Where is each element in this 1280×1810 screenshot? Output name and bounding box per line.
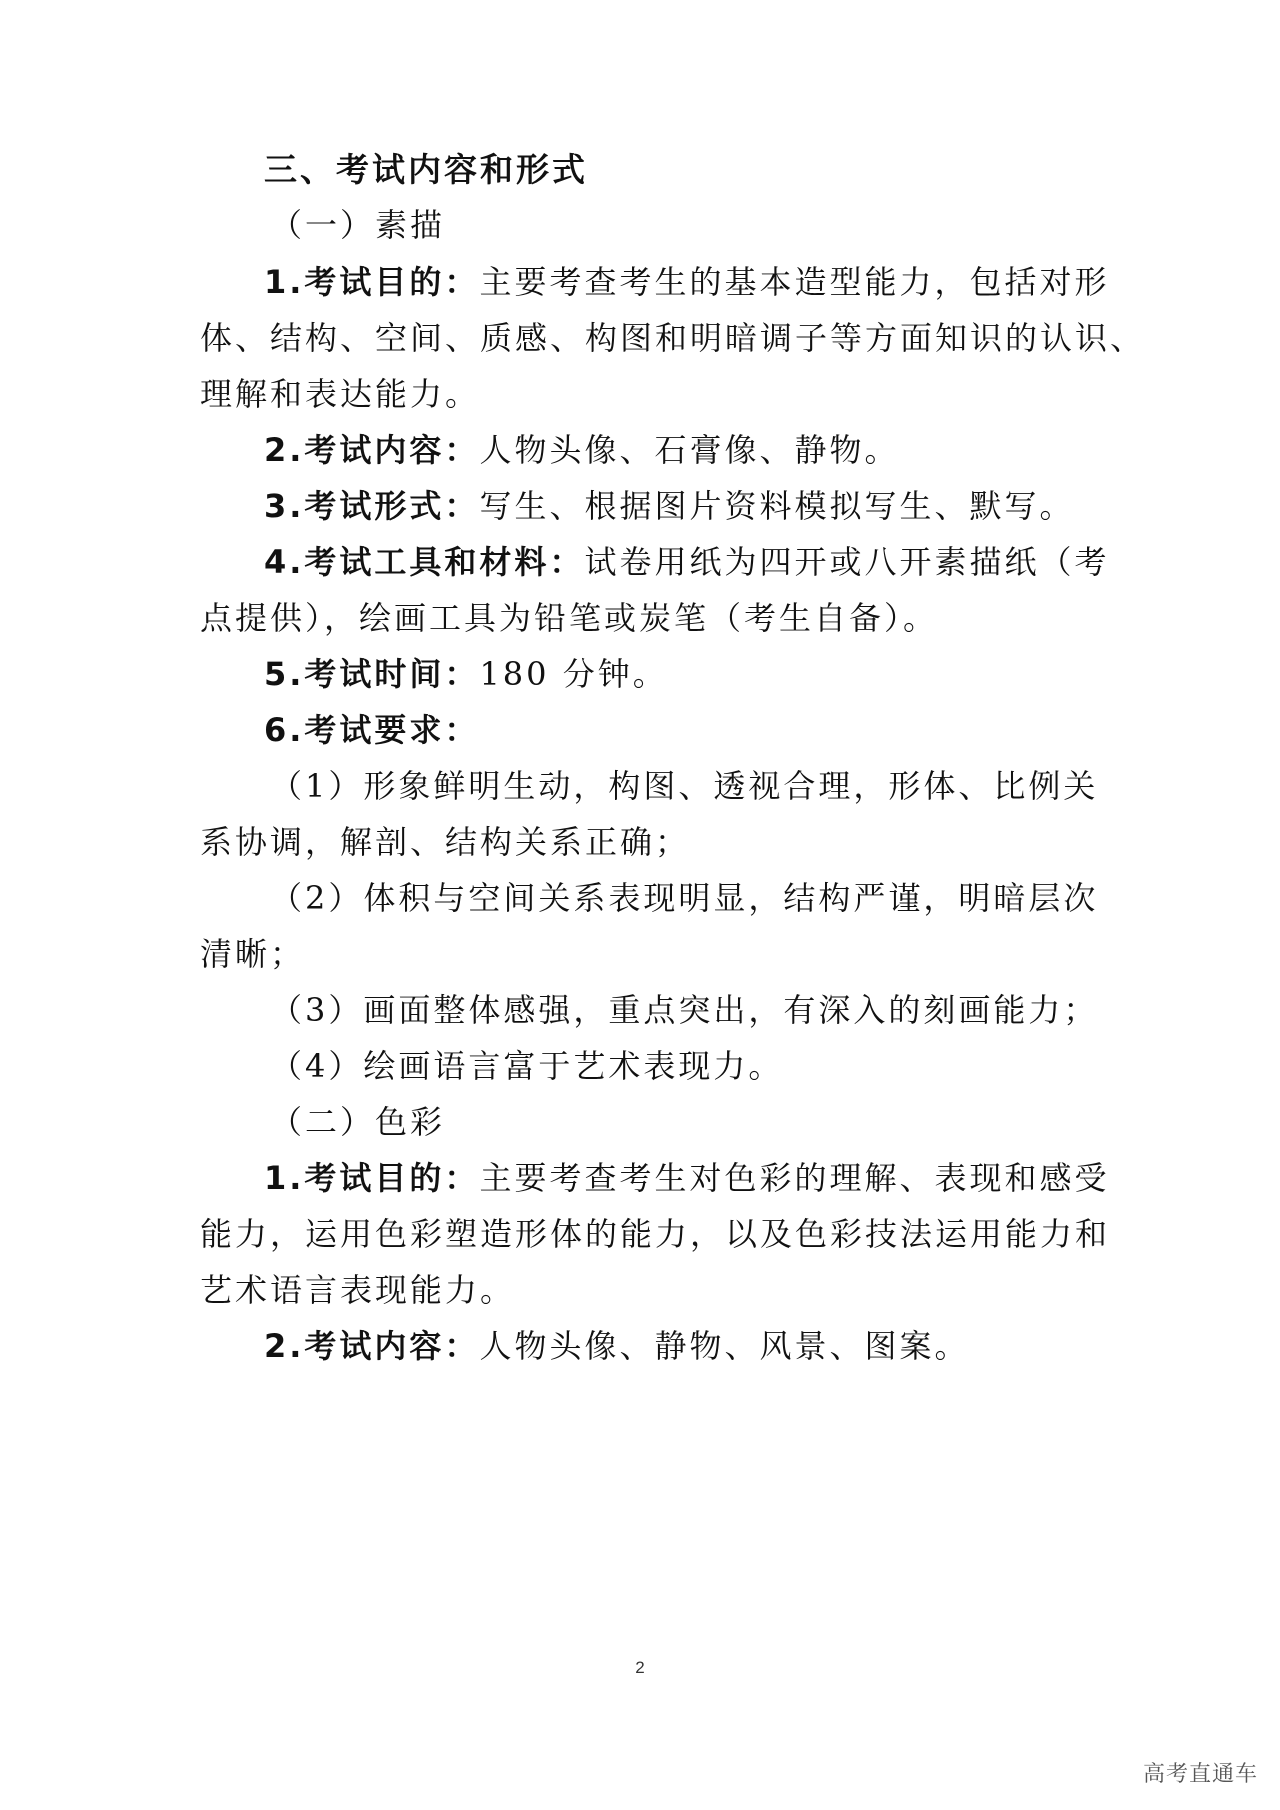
requirement-2-line-2: 清晰； bbox=[200, 935, 306, 973]
paragraph-6-label: 6.考试要求： bbox=[264, 711, 480, 749]
paragraph-1-line-1 bbox=[264, 262, 1120, 302]
paragraph-3 bbox=[264, 486, 1120, 526]
paragraph-5-text: 180 分钟。 bbox=[479, 655, 668, 693]
requirement-1-line-1: （1）形象鲜明生动，构图、透视合理，形体、比例关 bbox=[270, 767, 1099, 805]
paragraph-4-line-2: 点提供），绘画工具为铅笔或炭笔（考生自备）。 bbox=[200, 599, 939, 637]
section-heading: 三、考试内容和形式 bbox=[264, 150, 588, 189]
paragraph-6 bbox=[264, 710, 1120, 750]
paragraph-4-label: 4.考试工具和材料： bbox=[264, 543, 585, 581]
paragraph-4-text: 试卷用纸为四开或八开素描纸（考 bbox=[584, 543, 1110, 581]
paragraph-2 bbox=[264, 430, 1120, 470]
part2-title: （二）色彩 bbox=[270, 1103, 446, 1141]
paragraph-1-label: 1.考试目的： bbox=[264, 263, 480, 301]
paragraph-5-label: 5.考试时间： bbox=[264, 655, 480, 693]
color-paragraph-2 bbox=[264, 1326, 1120, 1366]
part1-title: （一）素描 bbox=[270, 206, 446, 244]
paragraph-1-text: 主要考查考生的基本造型能力，包括对形 bbox=[479, 263, 1110, 301]
paragraph-2-label: 2.考试内容： bbox=[264, 431, 480, 469]
color-paragraph-2-text: 人物头像、静物、风景、图案。 bbox=[479, 1327, 970, 1365]
paragraph-1-line-3: 理解和表达能力。 bbox=[200, 375, 481, 413]
color-paragraph-1-line-3: 艺术语言表现能力。 bbox=[200, 1271, 516, 1309]
color-paragraph-1-text: 主要考查考生对色彩的理解、表现和感受 bbox=[479, 1159, 1110, 1197]
paragraph-3-label: 3.考试形式： bbox=[264, 487, 480, 525]
requirement-2-line-1: （2）体积与空间关系表现明显，结构严谨，明暗层次 bbox=[270, 879, 1099, 917]
paragraph-3-text: 写生、根据图片资料模拟写生、默写。 bbox=[479, 487, 1075, 525]
paragraph-5 bbox=[264, 654, 1120, 694]
color-paragraph-2-label: 2.考试内容： bbox=[264, 1327, 480, 1365]
color-paragraph-1-line-1 bbox=[264, 1158, 1120, 1198]
color-paragraph-1-label: 1.考试目的： bbox=[264, 1159, 480, 1197]
requirement-4: （4）绘画语言富于艺术表现力。 bbox=[270, 1047, 784, 1085]
paragraph-1-line-2: 体、结构、空间、质感、构图和明暗调子等方面知识的认识、 bbox=[200, 319, 1146, 357]
paragraph-4-line-1 bbox=[264, 542, 1120, 582]
requirement-3: （3）画面整体感强，重点突出，有深入的刻画能力； bbox=[270, 991, 1099, 1029]
page-number: 2 bbox=[635, 1658, 645, 1677]
paragraph-2-text: 人物头像、石膏像、静物。 bbox=[479, 431, 900, 469]
requirement-1-line-2: 系协调，解剖、结构关系正确； bbox=[200, 823, 691, 861]
watermark-text: 高考直通车 bbox=[1142, 1762, 1258, 1787]
color-paragraph-1-line-2: 能力，运用色彩塑造形体的能力，以及色彩技法运用能力和 bbox=[200, 1215, 1111, 1253]
